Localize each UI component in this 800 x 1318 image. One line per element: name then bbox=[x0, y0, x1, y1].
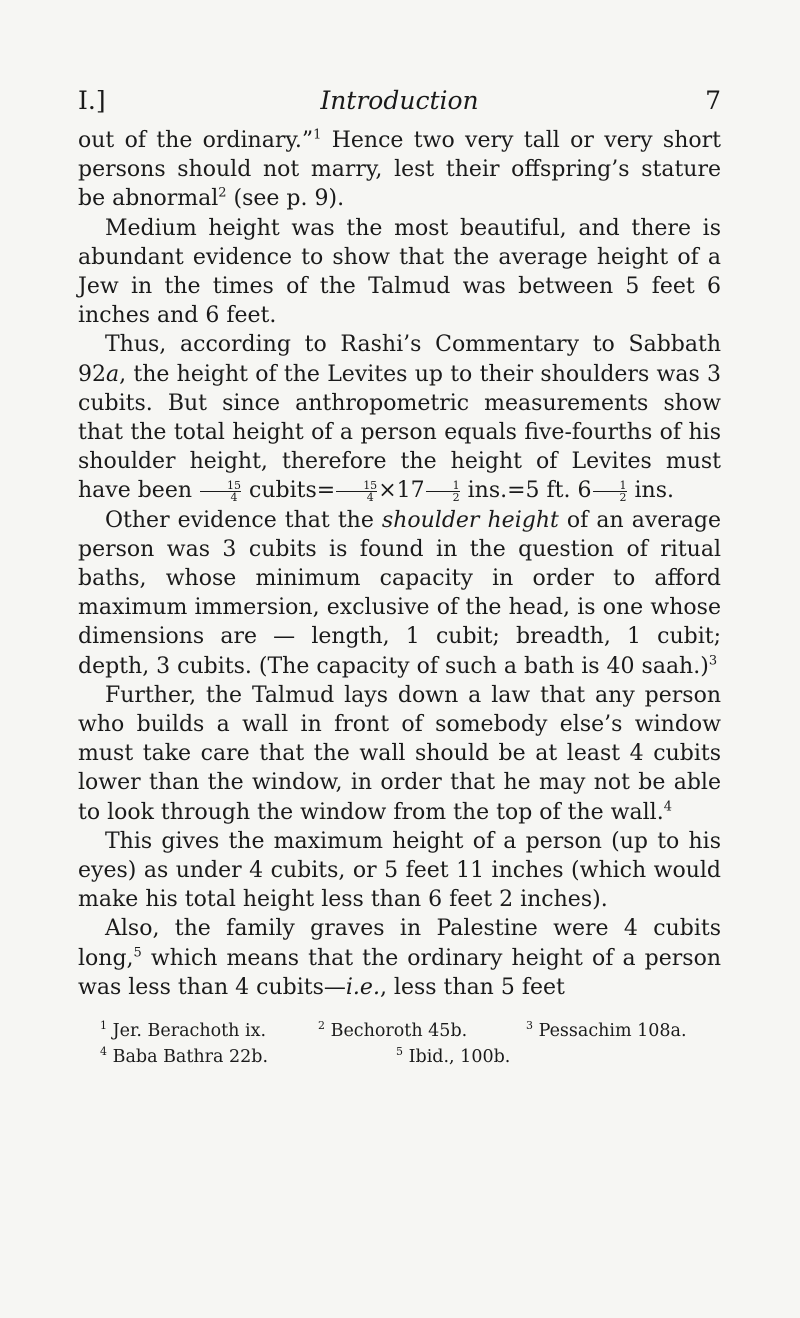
page bbox=[78, 86, 721, 1074]
footnote bbox=[396, 1044, 510, 1070]
footnote bbox=[526, 1018, 687, 1044]
footnote-text: Ibid., 100b. bbox=[408, 1047, 511, 1068]
footnote-number: 2 bbox=[318, 1019, 325, 1033]
footnote-ref: 4 bbox=[663, 799, 672, 815]
paragraph-1 bbox=[78, 126, 721, 214]
paragraph-3 bbox=[78, 330, 721, 505]
text-run: ins. bbox=[627, 478, 674, 504]
italic-text: a bbox=[106, 361, 120, 387]
fraction bbox=[200, 480, 241, 503]
fraction-numerator: 1 bbox=[619, 478, 627, 492]
fraction-denominator: 4 bbox=[200, 491, 241, 503]
paragraph-4 bbox=[78, 506, 721, 681]
footnote bbox=[100, 1044, 268, 1070]
text-run: Hence two very tall or very short persons should not marry, lest their offspring’s stature be abnormal bbox=[78, 128, 721, 212]
footnote-ref: 2 bbox=[218, 186, 227, 202]
italic-text: shoulder height bbox=[381, 507, 559, 533]
body-text bbox=[78, 126, 721, 1002]
fraction-numerator: 1 bbox=[452, 478, 460, 492]
paragraph-6: This gives the maximum height of a person (up to his eyes) as under 4 cubits, or 5 feet 11 inches (which would make his total height less than 6 feet 2 inches). bbox=[78, 828, 721, 913]
section-marker: I.] bbox=[78, 86, 106, 115]
footnote-ref: 5 bbox=[133, 945, 142, 961]
fraction bbox=[426, 480, 460, 503]
text-run: out of the ordinary.” bbox=[78, 128, 314, 153]
text-run: cubits= bbox=[242, 478, 336, 504]
text-run: ins.=5 ft. 6 bbox=[460, 478, 592, 504]
footnote-number: 1 bbox=[100, 1019, 107, 1033]
text-run: which means that the ordinary height of a person was less than 4 cubits— bbox=[78, 945, 721, 1000]
running-title: Introduction bbox=[320, 86, 479, 115]
fraction-numerator: 15 bbox=[363, 478, 378, 492]
text-run: Also, the family graves in Palestine were 4 cubits long, bbox=[78, 916, 721, 971]
text-run: , the height of the Levites up to their shoulders was 3 cubits. But since anthropometric measurements show that the total height of a person equals five-fourths of his shoulder height, therefore the height of Levites must have been bbox=[78, 361, 721, 504]
text-run: of an average person was 3 cubits is found in the question of ritual baths, whose minimum capacity in order to afford maximum immersion, exclusive of the head, is one whose dimensions are — length, 1 cubit; breadth, 1 cubit; depth, 3 cubits. (The capacity of such a bath is 40 saah.) bbox=[78, 507, 722, 679]
footnote-ref: 1 bbox=[313, 127, 322, 143]
footnote bbox=[100, 1018, 266, 1044]
footnote-text: Bechoroth 45b. bbox=[330, 1021, 468, 1042]
footnote-number: 4 bbox=[100, 1045, 107, 1059]
text-run: Further, the Talmud lays down a law that any person who builds a wall in front of somebody else’s window must take care that the wall should be at least 4 cubits lower than the window, in order that he may not be able to look through the window from the top of the wall. bbox=[78, 682, 721, 825]
paragraph-7 bbox=[78, 914, 721, 1002]
footnote-text: Baba Bathra 22b. bbox=[112, 1047, 269, 1068]
text-run: ×17 bbox=[378, 478, 425, 504]
footnote bbox=[318, 1018, 467, 1044]
italic-text: i.e. bbox=[345, 974, 380, 1000]
running-header bbox=[78, 86, 721, 126]
text-run: (see p. 9). bbox=[226, 186, 345, 212]
footnote-text: Pessachim 108a. bbox=[538, 1021, 687, 1042]
fraction-denominator: 2 bbox=[426, 491, 460, 503]
text-run: , less than 5 feet bbox=[379, 974, 565, 1000]
footnote-text: Jer. Berachoth ix. bbox=[112, 1021, 267, 1042]
footnote-number: 5 bbox=[396, 1045, 403, 1059]
footnotes bbox=[78, 1018, 721, 1074]
footnote-ref: 3 bbox=[708, 653, 718, 669]
text-run: Thus, according to Rashi’s Commentary to Sabbath 92 bbox=[78, 332, 721, 387]
fraction bbox=[593, 480, 627, 503]
paragraph-2: Medium height was the most beautiful, and there is abundant evidence to show that the average height of a Jew in the times of the Talmud was between 5 feet 6 inches and 6 feet. bbox=[78, 215, 721, 329]
fraction-denominator: 2 bbox=[593, 491, 627, 503]
paragraph-5 bbox=[78, 681, 721, 827]
fraction-numerator: 15 bbox=[227, 478, 242, 492]
footnote-number: 3 bbox=[526, 1019, 533, 1033]
fraction bbox=[336, 480, 377, 503]
text-run: Other evidence that the bbox=[105, 507, 382, 533]
page-number: 7 bbox=[705, 86, 721, 115]
fraction-denominator: 4 bbox=[336, 491, 377, 503]
